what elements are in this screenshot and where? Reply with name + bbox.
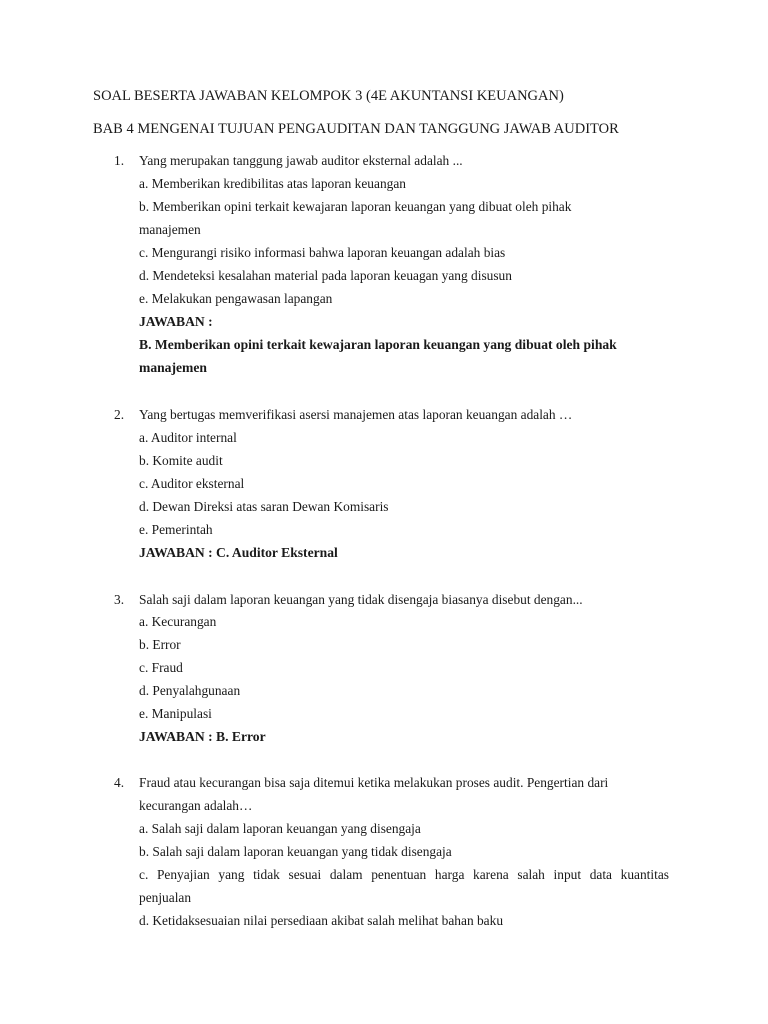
option-d: d. Ketidaksesuaian nilai persediaan akibat salah melihat bahan baku xyxy=(139,913,504,928)
question-number: 4. xyxy=(114,775,125,790)
question-number: 2. xyxy=(114,407,125,422)
option-c-continued: penjualan xyxy=(139,890,192,905)
option-e: e. Manipulasi xyxy=(139,706,212,721)
option-b: b. Error xyxy=(139,637,181,652)
question-number: 1. xyxy=(114,153,125,168)
option-c: c. Fraud xyxy=(139,660,183,675)
answer-text: JAWABAN : C. Auditor Eksternal xyxy=(139,545,338,560)
answer-label: JAWABAN : xyxy=(139,314,213,329)
option-c: c. Auditor eksternal xyxy=(139,476,245,491)
option-d: d. Penyalahgunaan xyxy=(139,683,241,698)
question-text-continued: kecurangan adalah… xyxy=(139,798,253,813)
option-a: a. Salah saji dalam laporan keuangan yang disengaja xyxy=(139,821,421,836)
option-e: e. Pemerintah xyxy=(139,522,213,537)
answer-text: B. Memberikan opini terkait kewajaran laporan keuangan yang dibuat oleh pihak xyxy=(139,337,617,352)
option-b: b. Komite audit xyxy=(139,453,223,468)
option-d: d. Mendeteksi kesalahan material pada laporan keuagan yang disusun xyxy=(139,268,512,283)
question-text: Yang merupakan tanggung jawab auditor eksternal adalah ... xyxy=(139,153,463,168)
option-b: b. Memberikan opini terkait kewajaran laporan keuangan yang dibuat oleh pihak xyxy=(139,199,572,214)
document-title: SOAL BESERTA JAWABAN KELOMPOK 3 (4E AKUNTANSI KEUANGAN) xyxy=(93,88,564,104)
answer-text-continued: manajemen xyxy=(139,360,207,375)
option-a: a. Auditor internal xyxy=(139,430,237,445)
option-e: e. Melakukan pengawasan lapangan xyxy=(139,291,333,306)
option-b-continued: manajemen xyxy=(139,222,201,237)
question-text: Yang bertugas memverifikasi asersi manajemen atas laporan keuangan adalah … xyxy=(139,407,573,422)
chapter-title: BAB 4 MENGENAI TUJUAN PENGAUDITAN DAN TANGGUNG JAWAB AUDITOR xyxy=(93,121,619,137)
option-d: d. Dewan Direksi atas saran Dewan Komisaris xyxy=(139,499,389,514)
question-text: Fraud atau kecurangan bisa saja ditemui ketika melakukan proses audit. Pengertian dari xyxy=(139,775,609,790)
question-text: Salah saji dalam laporan keuangan yang tidak disengaja biasanya disebut dengan... xyxy=(139,592,583,607)
option-c: c. Penyajian yang tidak sesuai dalam penentuan harga karena salah input data kuantitas xyxy=(139,867,669,882)
answer-text: JAWABAN : B. Error xyxy=(139,729,266,744)
question-number: 3. xyxy=(114,592,125,607)
option-c: c. Mengurangi risiko informasi bahwa laporan keuangan adalah bias xyxy=(139,245,506,260)
option-b: b. Salah saji dalam laporan keuangan yang tidak disengaja xyxy=(139,844,452,859)
option-a: a. Memberikan kredibilitas atas laporan keuangan xyxy=(139,176,406,191)
option-a: a. Kecurangan xyxy=(139,614,217,629)
